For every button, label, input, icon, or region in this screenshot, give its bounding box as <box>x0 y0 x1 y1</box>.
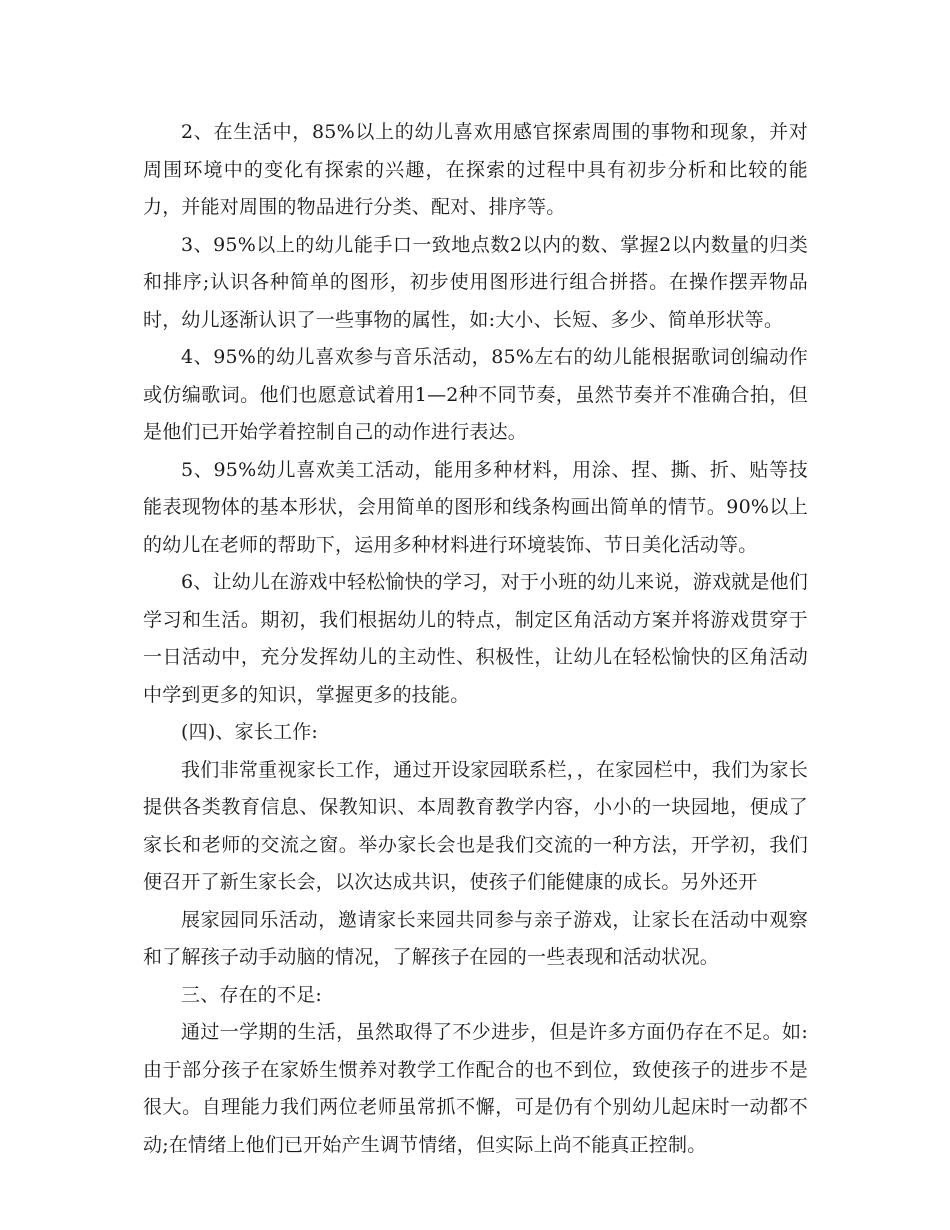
paragraph-item-5: 5、95%幼儿喜欢美工活动，能用多种材料，用涂、捏、撕、折、贴等技能表现物体的基本形状，会用简单的图形和线条构画出简单的情节。90%以上的幼儿在老师的帮助下，运用多种材料进行环境装饰、节日美化活动等。 <box>143 458 808 556</box>
paragraph-parent-work: 我们非常重视家长工作，通过开设家园联系栏，，在家园栏中，我们为家长提供各类教育信息、保教知识、本周教育教学内容，小小的一块园地，便成了家长和老师的交流之窗。举办家长会也是我们交流的一种方法，开学初，我们便召开了新生家长会，以次达成共识，使孩子们能健康的成长。另外还开 <box>143 758 808 893</box>
paragraph-parent-activity: 展家园同乐活动，邀请家长来园共同参与亲子游戏，让家长在活动中观察和了解孩子动手动脑的情况，了解孩子在园的一些表现和活动状况。 <box>143 908 808 968</box>
document-body <box>143 114 808 1164</box>
section-heading-shortcomings: 三、存在的不足: <box>181 983 323 1006</box>
paragraph-item-6: 6、让幼儿在游戏中轻松愉快的学习，对于小班的幼儿来说，游戏就是他们学习和生活。期初，我们根据幼儿的特点，制定区角活动方案并将游戏贯穿于一日活动中，充分发挥幼儿的主动性、积极性，让幼儿在轻松愉快的区角活动中学到更多的知识，掌握更多的技能。 <box>143 571 808 706</box>
paragraph-item-3: 3、95%以上的幼儿能手口一致地点数2以内的数、掌握2以内数量的归类和排序;认识各种简单的图形，初步使用图形进行组合拼搭。在操作摆弄物品时，幼儿逐渐认识了一些事物的属性，如:大小、长短、多少、简单形状等。 <box>143 233 808 331</box>
paragraph-item-2: 2、在生活中，85%以上的幼儿喜欢用感官探索周围的事物和现象，并对周围环境中的变化有探索的兴趣，在探索的过程中具有初步分析和比较的能力，并能对周围的物品进行分类、配对、排序等。 <box>143 121 808 218</box>
section-heading-parent-work: (四)、家长工作: <box>181 721 319 743</box>
paragraph-shortcomings: 通过一学期的生活，虽然取得了不少进步，但是许多方面仍存在不足。如:由于部分孩子在家娇生惯养对教学工作配合的也不到位，致使孩子的进步不是很大。自理能力我们两位老师虽常抓不懈，可是仍有个别幼儿起床时一动都不动;在情绪上他们已开始产生调节情绪，但实际上尚不能真正控制。 <box>143 1021 808 1156</box>
paragraph-item-4: 4、95%的幼儿喜欢参与音乐活动，85%左右的幼儿能根据歌词创编动作或仿编歌词。他们也愿意试着用1—2种不同节奏，虽然节奏并不准确合拍，但是他们已开始学着控制自己的动作进行表达。 <box>143 346 808 443</box>
